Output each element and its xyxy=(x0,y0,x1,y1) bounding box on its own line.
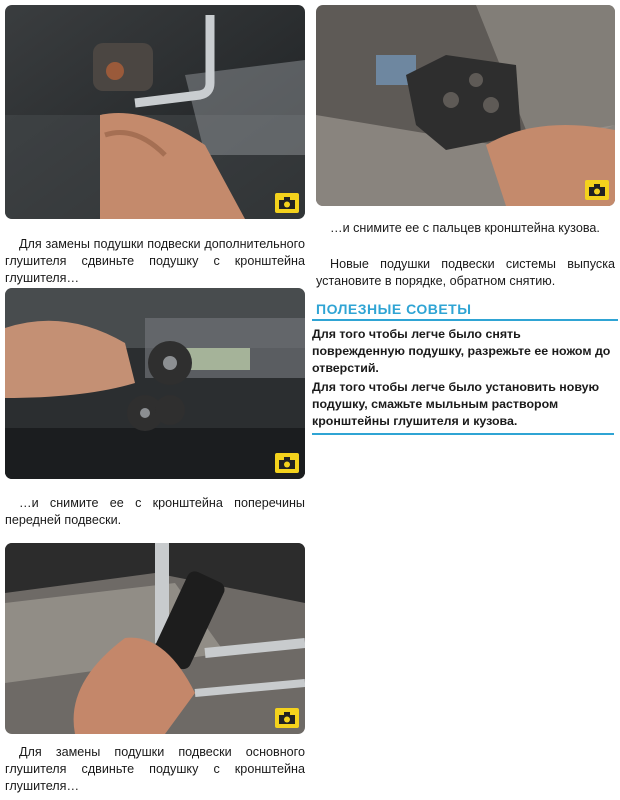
tips-title: ПОЛЕЗНЫЕ СОВЕТЫ xyxy=(312,301,618,321)
camera-icon xyxy=(275,453,299,473)
caption-3: Для замены подушки подвески основного глушителя сдвиньте подушку с кронштейна глушителя… xyxy=(5,745,305,793)
photo-body-bracket xyxy=(316,5,615,206)
caption-5: Новые подушки подвески системы выпуска установите в порядке, обратном снятию. xyxy=(316,257,615,288)
photo-main-muffler-mount xyxy=(5,543,305,734)
photo-crossmember-bracket xyxy=(5,288,305,479)
tips-divider xyxy=(312,433,614,435)
camera-icon xyxy=(585,180,609,200)
tip-item: Для того чтобы легче было снять поврежденную подушку, разрежьте ее ножом до отверстий. xyxy=(312,327,611,375)
tip-item: Для того чтобы легче было установить новую подушку, смажьте мыльным раствором кронштейны глушителя и кузова. xyxy=(312,380,600,428)
caption-4: …и снимите ее с пальцев кронштейна кузова. xyxy=(330,221,600,235)
photo-additional-muffler-mount xyxy=(5,5,305,219)
camera-icon xyxy=(275,193,299,213)
caption-1: Для замены подушки подвески дополнительного глушителя сдвиньте подушку с кронштейна глушителя… xyxy=(5,237,305,285)
caption-2: …и снимите ее с кронштейна поперечины передней подвески. xyxy=(5,496,305,527)
camera-icon xyxy=(275,708,299,728)
